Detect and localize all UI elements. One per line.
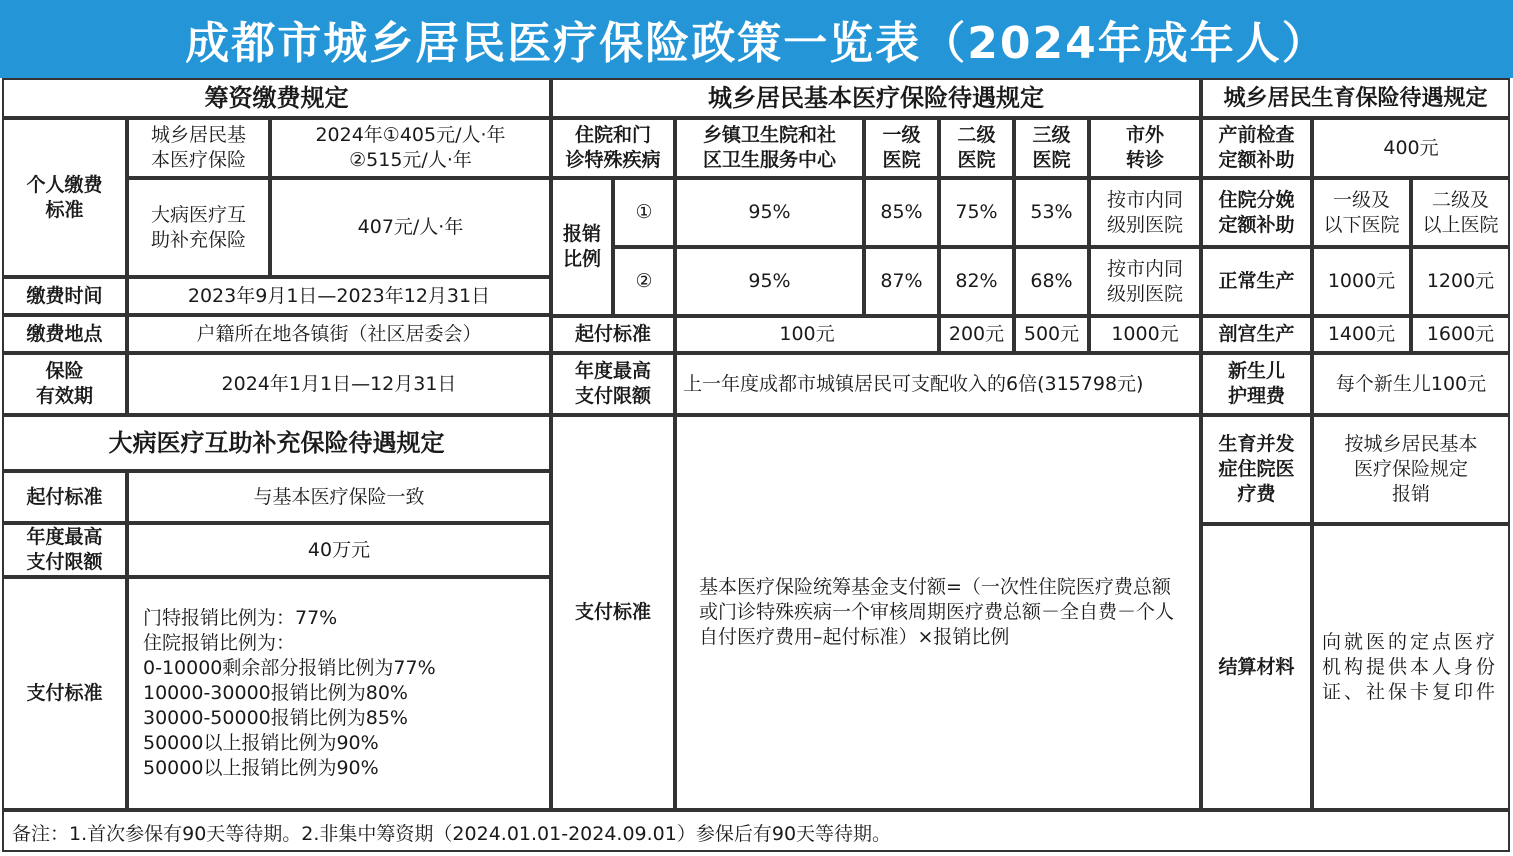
basic-insurance-fee: 2024年①405元/人·年 ②515元/人·年 bbox=[270, 118, 551, 178]
critical-insurance-label: 大病医疗互 助补充保险 bbox=[127, 178, 270, 277]
col-level1-header: 一级 医院 bbox=[864, 118, 939, 178]
plan-2-level1: 87% bbox=[864, 247, 939, 316]
critical-header: 大病医疗互助补充保险待遇规定 bbox=[2, 415, 551, 471]
page-title: 成都市城乡居民医疗保险政策一览表（2024年成年人） bbox=[0, 0, 1513, 78]
basic-deductible-low: 100元 bbox=[675, 316, 939, 353]
validity-value: 2024年1月1日—12月31日 bbox=[127, 353, 551, 415]
delivery-label: 住院分娩 定额补助 bbox=[1201, 178, 1312, 247]
plan-1-outside: 按市内同 级别医院 bbox=[1089, 178, 1201, 247]
critical-annual-limit-label: 年度最高 支付限额 bbox=[2, 523, 127, 577]
basic-deductible-level3: 500元 bbox=[1014, 316, 1089, 353]
basic-annual-limit-value: 上一年度成都市城镇居民可支配收入的6倍(315798元) bbox=[675, 353, 1201, 415]
funding-header: 筹资缴费规定 bbox=[2, 78, 551, 118]
basic-insurance-label: 城乡居民基 本医疗保险 bbox=[127, 118, 270, 178]
basic-deductible-level2: 200元 bbox=[939, 316, 1014, 353]
col-high-level-header: 二级及 以上医院 bbox=[1411, 178, 1510, 247]
normal-birth-high: 1200元 bbox=[1411, 247, 1510, 316]
cesarean-label: 剖宫生产 bbox=[1201, 316, 1312, 353]
plan-1-marker: ① bbox=[613, 178, 675, 247]
plan-2-township: 95% bbox=[675, 247, 864, 316]
basic-annual-limit-label: 年度最高 支付限额 bbox=[551, 353, 675, 415]
normal-birth-low: 1000元 bbox=[1312, 247, 1411, 316]
prenatal-value: 400元 bbox=[1312, 118, 1510, 178]
plan-2-marker: ② bbox=[613, 247, 675, 316]
basic-deductible-outside: 1000元 bbox=[1089, 316, 1201, 353]
maternity-header: 城乡居民生育保险待遇规定 bbox=[1201, 78, 1510, 118]
payment-place-value: 户籍所在地各镇街（社区居委会） bbox=[127, 315, 551, 353]
plan-2-outside: 按市内同 级别医院 bbox=[1089, 247, 1201, 316]
plan-1-level1: 85% bbox=[864, 178, 939, 247]
col-township-header: 乡镇卫生院和社 区卫生服务中心 bbox=[675, 118, 864, 178]
col-low-level-header: 一级及 以下医院 bbox=[1312, 178, 1411, 247]
cesarean-low: 1400元 bbox=[1312, 316, 1411, 353]
plan-2-level2: 82% bbox=[939, 247, 1014, 316]
plan-1-level3: 53% bbox=[1014, 178, 1089, 247]
payment-time-value: 2023年9月1日—2023年12月31日 bbox=[127, 277, 551, 315]
plan-1-level2: 75% bbox=[939, 178, 1014, 247]
prenatal-label: 产前检查 定额补助 bbox=[1201, 118, 1312, 178]
complication-value: 按城乡居民基本 医疗保险规定 报销 bbox=[1312, 415, 1510, 524]
col-level2-header: 二级 医院 bbox=[939, 118, 1014, 178]
normal-birth-label: 正常生产 bbox=[1201, 247, 1312, 316]
basic-pay-value: 基本医疗保险统筹基金支付额=（一次性住院医疗费总额或门诊特殊疾病一个审核周期医疗费总额－全自费－个人自付医疗费用–起付标准）×报销比例 bbox=[675, 415, 1201, 810]
plan-2-level3: 68% bbox=[1014, 247, 1089, 316]
validity-label: 保险 有效期 bbox=[2, 353, 127, 415]
personal-contribution-label: 个人缴费 标准 bbox=[2, 118, 127, 277]
settlement-label: 结算材料 bbox=[1201, 524, 1312, 810]
complication-label: 生育并发 症住院医 疗费 bbox=[1201, 415, 1312, 524]
footnote: 备注：1.首次参保有90天等待期。2.非集中筹资期（2024.01.01-2024.09.01）参保后有90天等待期。 bbox=[12, 822, 892, 845]
payment-place-label: 缴费地点 bbox=[2, 315, 127, 353]
critical-deductible-label: 起付标准 bbox=[2, 471, 127, 523]
settlement-value: 向就医的定点医疗机构提供本人身份证、社保卡复印件 bbox=[1312, 524, 1510, 810]
col-level3-header: 三级 医院 bbox=[1014, 118, 1089, 178]
basic-pay-label: 支付标准 bbox=[551, 415, 675, 810]
col-outside-header: 市外 转诊 bbox=[1089, 118, 1201, 178]
critical-insurance-fee: 407元/人·年 bbox=[270, 178, 551, 277]
basic-deductible-label: 起付标准 bbox=[551, 316, 675, 353]
critical-pay-label: 支付标准 bbox=[2, 577, 127, 810]
ratio-label: 报销 比例 bbox=[551, 178, 613, 316]
plan-1-township: 95% bbox=[675, 178, 864, 247]
newborn-label: 新生儿 护理费 bbox=[1201, 353, 1312, 415]
critical-pay-value: 门特报销比例为：77% 住院报销比例为： 0-10000剩余部分报销比例为77% 10000-30000报销比例为80% 30000-50000报销比例为85% 50000以上报销比例为90% 50000以上报销比例为90% bbox=[127, 577, 551, 810]
critical-annual-limit-value: 40万元 bbox=[127, 523, 551, 577]
basic-header: 城乡居民基本医疗保险待遇规定 bbox=[551, 78, 1201, 118]
col-type-header: 住院和门 诊特殊疾病 bbox=[551, 118, 675, 178]
cesarean-high: 1600元 bbox=[1411, 316, 1510, 353]
newborn-value: 每个新生儿100元 bbox=[1312, 353, 1510, 415]
payment-time-label: 缴费时间 bbox=[2, 277, 127, 315]
critical-deductible-value: 与基本医疗保险一致 bbox=[127, 471, 551, 523]
